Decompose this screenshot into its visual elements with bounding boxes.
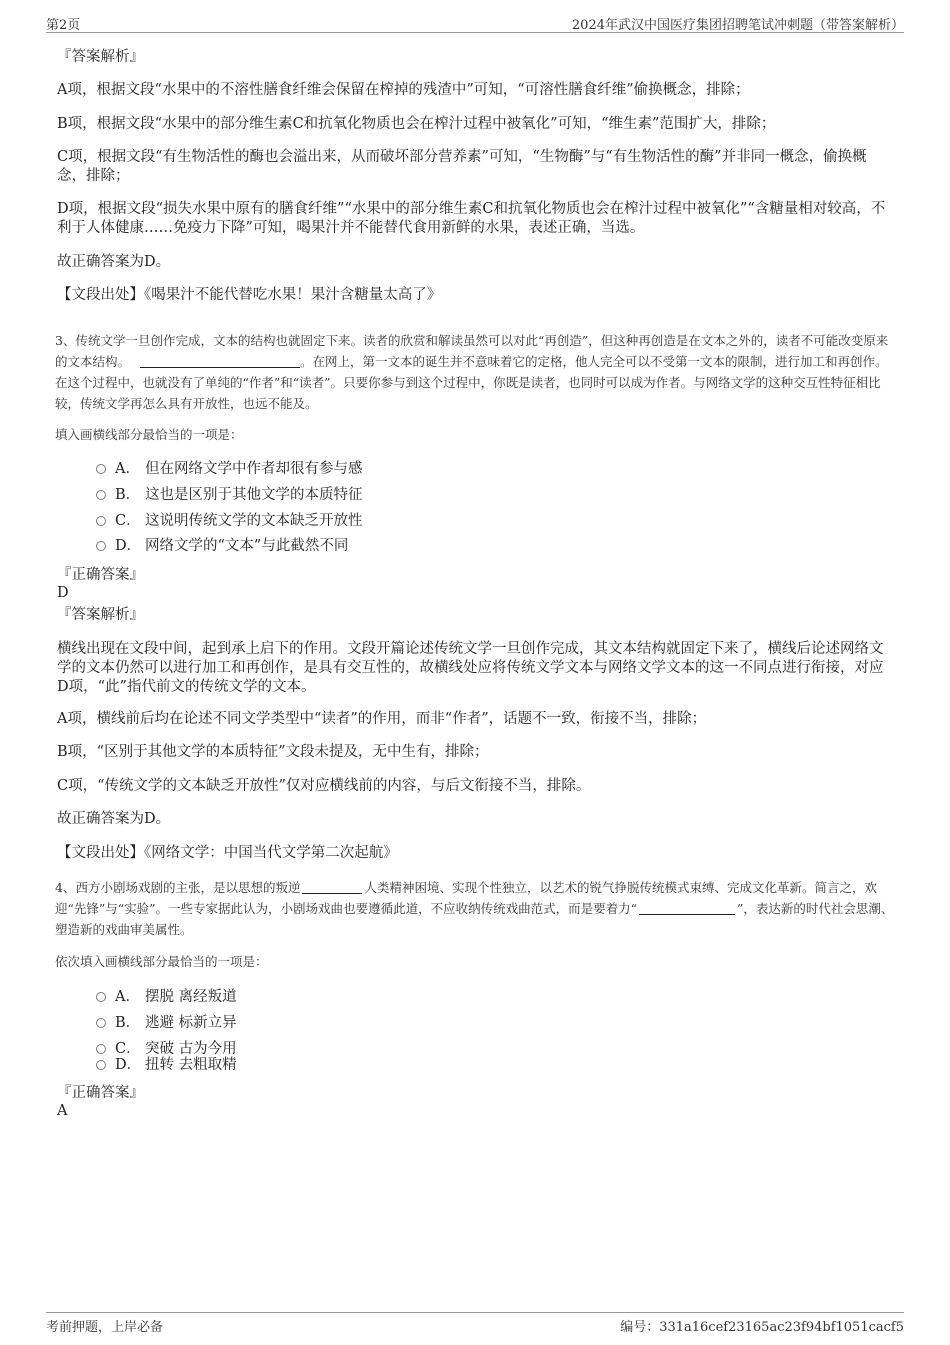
q3-blank (140, 355, 300, 368)
q4-stem (55, 877, 895, 940)
radio-icon[interactable] (96, 992, 106, 1002)
q4-blank-1 (302, 881, 362, 894)
q4-option-b[interactable]: B． 逃避 标新立异 (96, 1013, 237, 1033)
q4-blank-2 (639, 902, 735, 915)
q3-answer: D (57, 585, 69, 601)
q3-analysis-b: B项，“区别于其他文学的本质特征”文段未提及，无中生有，排除； (57, 744, 489, 760)
radio-icon[interactable] (96, 464, 106, 474)
q3-stem (55, 330, 895, 414)
q4-option-d[interactable]: D． 扭转 去粗取精 (96, 1055, 237, 1075)
page-number: 第2页 (46, 18, 81, 33)
q4-option-c[interactable]: C． 突破 古为今用 (96, 1039, 237, 1059)
radio-icon[interactable] (96, 490, 106, 500)
document-title: 2024年武汉中国医疗集团招聘笔试冲刺题（带答案解析） (571, 18, 904, 33)
q3-text-part2: 。在网上，第一文本的诞生并不意味着它的定格，他人完全可以不受第一文本的限制，进行加工和再创作。在这个过程中，也就没有了单纯的“作者”和“读者”。只要你参与到这个过程中，你既是读者，也同时可以成为作者。与网络文学的这种交互性特征相比较，传统文学再怎么具有开放性，也远不能及。 (55, 354, 888, 411)
q3-analysis-label: 『答案解析』 (57, 607, 144, 623)
q3-analysis: 横线出现在文段中间，起到承上启下的作用。文段开篇论述传统文学一旦创作完成，其文本结构就固定下来了，横线后论述网络文学的文本仍然可以进行加工和再创作，是具有交互性的，故横线处应将传统文学文本与网络文学文本的这一不同点进行衔接，对应D项，“此”指代前文的传统文学的文本。 (57, 641, 884, 695)
q3-analysis-c: C项，“传统文学的文本缺乏开放性”仅对应横线前的内容，与后文衔接不当，排除。 (57, 778, 591, 794)
radio-icon[interactable] (96, 516, 106, 526)
q4-text-part1: 4、西方小剧场戏剧的主张，是以思想的叛逆 (55, 880, 301, 895)
q3-source: 【文段出处】《网络文学：中国当代文学第二次起航》 (57, 845, 398, 861)
q4-answer: A (57, 1103, 68, 1119)
q2-analysis-a: A项，根据文段“水果中的不溶性膳食纤维会保留在榨掉的残渣中”可知，“可溶性膳食纤维”偷换概念，排除； (57, 82, 750, 98)
q3-conclusion: 故正确答案为D。 (57, 811, 171, 827)
q4-answer-label: 『正确答案』 (57, 1085, 144, 1101)
q2-analysis-b: B项，根据文段“水果中的部分维生素C和抗氧化物质也会在榨汁过程中被氧化”可知，“维生素”范围扩大，排除； (57, 116, 776, 132)
q2-analysis-label: 『答案解析』 (57, 49, 144, 65)
page-footer (46, 1312, 904, 1335)
q3-option-b[interactable]: B． 这也是区别于其他文学的本质特征 (96, 485, 363, 505)
footer-slogan: 考前押题，上岸必备 (46, 1320, 164, 1335)
q2-conclusion: 故正确答案为D。 (57, 254, 171, 270)
q3-option-d[interactable]: D． 网络文学的“文本”与此截然不同 (96, 536, 348, 556)
q3-option-c[interactable]: C． 这说明传统文学的文本缺乏开放性 (96, 511, 363, 531)
q4-prompt: 依次填入画横线部分最恰当的一项是： (55, 954, 268, 969)
radio-icon[interactable] (96, 1044, 106, 1054)
radio-icon[interactable] (96, 541, 106, 551)
document-id: 编号：331a16cef23165ac23f94bf1051cacf5 (620, 1320, 904, 1335)
q2-source: 【文段出处】《喝果汁不能代替吃水果！果汁含糖量太高了》 (57, 287, 442, 303)
q3-analysis-a: A项，横线前后均在论述不同文学类型中“读者”的作用，而非“作者”，话题不一致，衔接不当，排除； (57, 711, 707, 727)
q3-answer-label: 『正确答案』 (57, 567, 144, 583)
q2-analysis-d: D项，根据文段“损失水果中原有的膳食纤维”“水果中的部分维生素C和抗氧化物质也会在榨汁过程中被氧化”“含糖量相对较高，不利于人体健康……免疫力下降”可知，喝果汁并不能替代食用新鲜的水果，表述正确，当选。 (57, 201, 886, 236)
q2-analysis-c: C项，根据文段“有生物活性的酶也会溢出来，从而破坏部分营养素”可知，“生物酶”与“有生物活性的酶”并非同一概念，偷换概念，排除； (57, 149, 867, 184)
page-header (46, 12, 904, 33)
q4-text-part2: 人类精神困境、实现个性独立，以艺术的锐气挣脱传统模式束缚、完成文化革新。简言之，欢迎“先锋”与“实验”。一些专家据此认为，小剧场戏曲也要遵循此道，不应收纳传统戏曲范式，而是要着力“ (55, 880, 877, 916)
q4-option-a[interactable]: A． 摆脱 离经叛道 (96, 987, 237, 1007)
q4-text-part3: ”，表达新的时代社会思潮、塑造新的戏曲审美属性。 (55, 901, 894, 937)
radio-icon[interactable] (96, 1060, 106, 1070)
q3-text-part1: 3、传统文学一旦创作完成，文本的结构也就固定下来。读者的欣赏和解读虽然可以对此“再创造”，但这种再创造是在文本之外的，读者不可能改变原来的文本结构。 (55, 333, 889, 369)
q3-option-a[interactable]: A． 但在网络文学中作者却很有参与感 (96, 459, 363, 479)
q3-prompt: 填入画横线部分最恰当的一项是： (55, 427, 243, 442)
radio-icon[interactable] (96, 1018, 106, 1028)
